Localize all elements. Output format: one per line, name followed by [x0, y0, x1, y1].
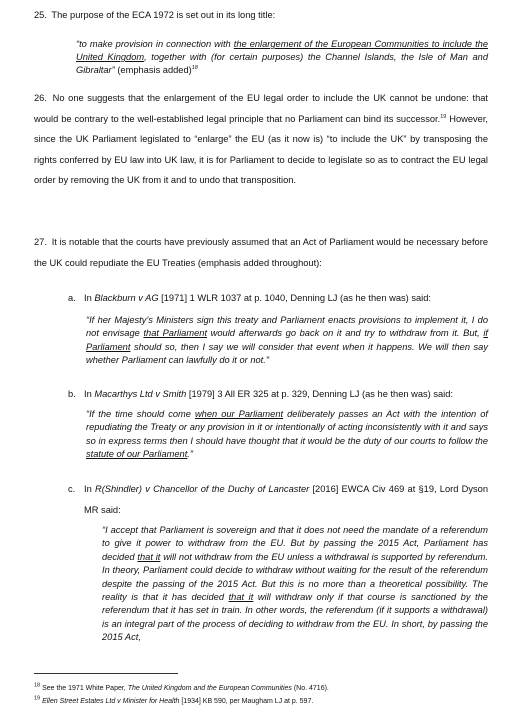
- footnote-19: $^{19}$ Ellen Street Estates Ltd v Minister for Health [1934] KB 590, per Maugham LJ at p. 597.: [34, 695, 314, 705]
- case-name: Blackburn v AG: [94, 293, 159, 303]
- paragraph-number: 27.: [34, 237, 47, 247]
- paragraph-25: [34, 5, 488, 26]
- list-letter: c.: [68, 484, 76, 494]
- underlined-emphasis: that Parliament: [143, 328, 208, 339]
- long-title-quote: “to make provision in connection with the enlargement of the European Communities to include the United Kingdom, together with (for certain purposes) the Channel Islands, the Isle of Man and Gibraltar” (emphasis added)$^{18}$: [76, 39, 488, 75]
- paragraph-text: The purpose of the ECA 1972 is set out in its long title:: [51, 10, 276, 20]
- underlined-emphasis: if Parliament: [86, 328, 488, 352]
- underlined-emphasis: that it: [228, 592, 254, 603]
- underlined-emphasis: when our Parliament: [194, 409, 284, 419]
- paragraph-number: 26.: [34, 93, 47, 103]
- quote-b: “If the time should come when our Parliament deliberately passes an Act with the intention of repudiating the Treaty or any provision in it or intentionally of acting inconsistently with it and says so in express terms then I should have thought that it would be the duty of our courts to follow the statute of our Parliament.”: [86, 409, 488, 460]
- quote-a: “If her Majesty’s Ministers sign this treaty and Parliament enacts provisions to implement it, I do not envisage that Parliament would afterwards go back on it and try to withdraw from it. But, if Parliament should so, then I say we will consider that event when it happens. We will then say whether Parliament can lawfully do it or not.”: [86, 315, 488, 366]
- paragraph-26: 26. No one suggests that the enlargement of the EU legal order to include the UK cannot be undone: that would be contrary to the well-established legal principle that no Parliament can bind its successor.$^{19}$ However, since the UK Parliament legislated to “enlarge” the EU (as it now is) “to include the UK” by transposing the rights conferred by EU law into UK law, it is for Parliament to decide to legislate so as to contract the EU legal order by removing the UK from it and to undo that transposition.: [34, 88, 488, 191]
- quote-c: “I accept that Parliament is sovereign and that it does not need the mandate of a referendum to give it power to withdraw from the EU. But by passing the 2015 Act, Parliament has decided that it will not withdraw from the EU unless a withdrawal is supported by referendum. In theory, Parliament could decide to withdraw without waiting for the result of the referendum despite the passing of the 2015 Act. But this is no more than a theoretical possibility. The reality is that it has decided that it will withdraw only if that course is sanctioned by the referendum that it has set in train. In other words, the referendum (if it supports a withdrawal) is an integral part of the process of deciding to withdraw from the EU. In short, by passing the 2015 Act,: [102, 525, 488, 643]
- list-item-a: a. In Blackburn v AG [1971] 1 WLR 1037 at p. 1040, Denning LJ (as he then was) said:: [68, 288, 488, 309]
- footnote-number: 19: [34, 695, 41, 702]
- case-name: R(Shindler) v Chancellor of the Duchy of Lancaster: [94, 484, 310, 494]
- footnote-18: $^{18}$ See the 1971 White Paper, The United Kingdom and the European Communities (No. 4716).: [34, 682, 329, 692]
- footnote-ref-18[interactable]: 18: [191, 64, 198, 71]
- footnote-ref-19[interactable]: 19: [440, 113, 447, 120]
- footnote-divider: [34, 673, 178, 674]
- paragraph-number: 25.: [34, 10, 47, 20]
- list-item-b: b. In Macarthys Ltd v Smith [1979] 3 All ER 325 at p. 329, Denning LJ (as he then was) said:: [68, 384, 488, 405]
- list-letter: b.: [68, 389, 76, 399]
- underlined-emphasis: the enlargement of the European Communities to include the United Kingdom: [76, 39, 488, 62]
- footnote-number: 18: [34, 682, 41, 689]
- underlined-emphasis: that it: [137, 551, 161, 562]
- case-name: Macarthys Ltd v Smith: [94, 389, 187, 399]
- paragraph-27: 27. It is notable that the courts have previously assumed that an Act of Parliament would be necessary before the UK could repudiate the EU Treaties (emphasis added throughout):: [34, 232, 488, 273]
- underlined-emphasis: statute of our Parliament: [86, 449, 188, 460]
- list-item-c: c. In R(Shindler) v Chancellor of the Duchy of Lancaster [2016] EWCA Civ 469 at §19, Lord Dyson MR said:: [68, 479, 488, 520]
- list-letter: a.: [68, 293, 76, 303]
